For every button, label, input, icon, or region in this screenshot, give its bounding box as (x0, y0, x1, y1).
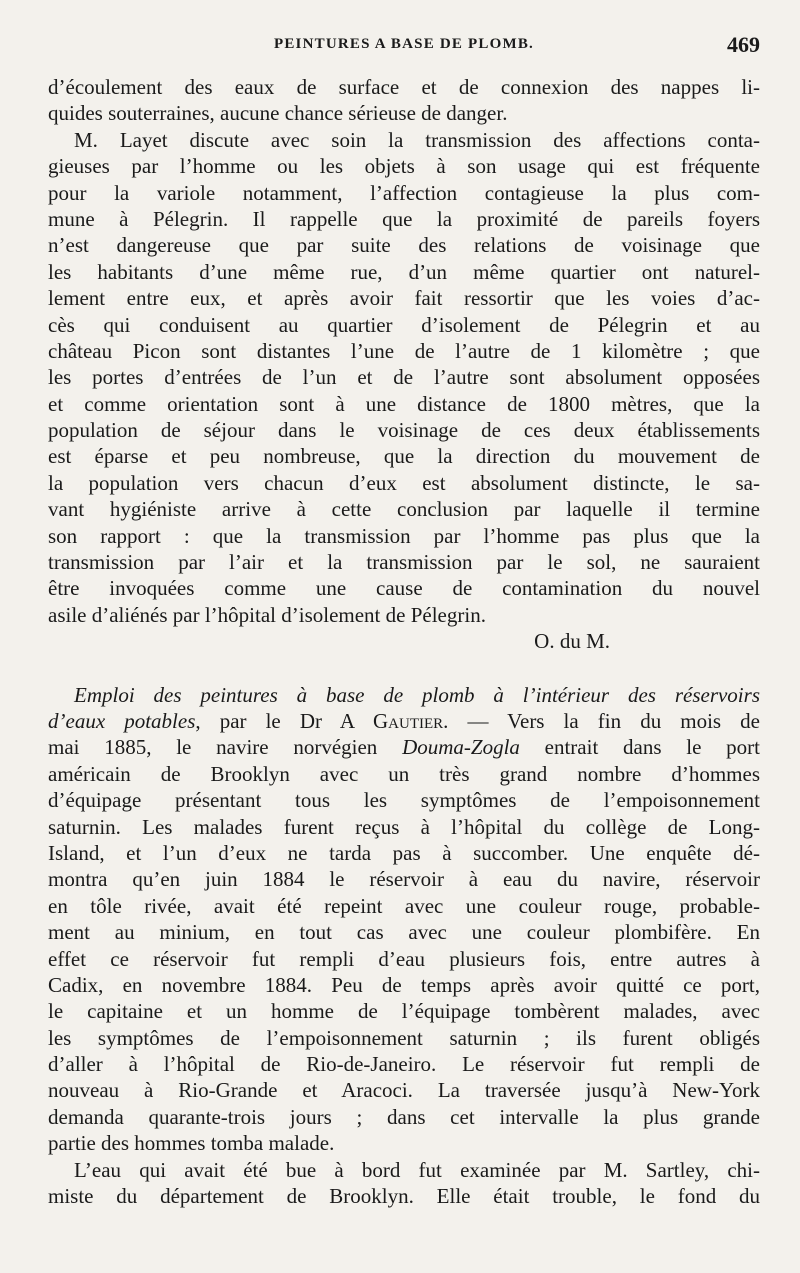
text-line: demanda quarante-trois jours ; dans cet intervalle la plus grande (48, 1104, 760, 1129)
text-line (48, 734, 760, 760)
text-run: mai 1885, le navire norvégien (48, 735, 403, 760)
paragraph-3 (48, 682, 760, 1157)
text-line: les habitants d’une même rue, d’un même quartier ont naturel- (48, 259, 760, 284)
text-line: effet ce réservoir fut rempli d’eau plusieurs fois, entre autres à (48, 946, 760, 971)
text-line: être invoquées comme une cause de contamination du nouvel (48, 576, 760, 601)
text-line: Island, et l’un d’eux ne tarda pas à succomber. Une enquête dé- (48, 840, 760, 865)
text-line: miste du département de Brooklyn. Elle était trouble, le fond du (48, 1184, 760, 1209)
text-line: lement entre eux, et après avoir fait ressortir que les voies d’ac- (48, 286, 760, 311)
article-title-line: Emploi des peintures à base de plomb à l’intérieur des réservoirs (74, 682, 760, 707)
text-line: est éparse et peu nombreuse, que la direction du mouvement de (48, 444, 760, 469)
text-line: d’aller à l’hôpital de Rio-de-Janeiro. Le réservoir fut rempli de (48, 1052, 760, 1077)
text-line: cès qui conduisent au quartier d’isolement de Pélegrin et au (48, 312, 760, 337)
paragraph-4 (48, 1157, 760, 1210)
text-line: vant hygiéniste arrive à cette conclusion par laquelle il termine (48, 497, 760, 522)
signature: O. du M. (534, 629, 610, 654)
text-line: montra qu’en juin 1884 le réservoir à eau du navire, réservoir (48, 867, 760, 892)
text-line: pour la variole notamment, l’affection contagieuse la plus com- (48, 180, 760, 205)
section-gap (48, 655, 760, 682)
text-line: en tôle rivée, avait été repeint avec une couleur rouge, probable- (48, 893, 760, 918)
text-line: son rapport : que la transmission par l’homme pas plus que la (48, 523, 760, 548)
paragraph-1 (48, 74, 760, 127)
page-number: 469 (727, 32, 760, 57)
body-text (48, 74, 760, 1209)
article-title-end: d’eaux potables (48, 708, 196, 733)
text-run: entrait dans le port (519, 735, 760, 760)
running-title: PEINTURES A BASE DE PLOMB. (273, 36, 534, 52)
text-line: Cadix, en novembre 1884. Peu de temps après avoir quitté ce port, (48, 972, 760, 997)
text-line: château Picon sont distantes l’une de l’autre de 1 kilomètre ; que (48, 338, 760, 363)
text-line: saturnin. Les malades furent reçus à l’hôpital du collège de Long- (48, 814, 760, 839)
text-line: les symptômes de l’empoisonnement saturnin ; ils furent obligés (48, 1025, 760, 1050)
text-line: le capitaine et un homme de l’équipage tombèrent malades, avec (48, 999, 760, 1024)
text-line: nouveau à Rio-Grande et Aracoci. La traversée jusqu’à New-York (48, 1078, 760, 1103)
text-run: . — Vers la fin du mois de (443, 708, 761, 733)
text-line: population de séjour dans le voisinage de ces deux établissements (48, 418, 760, 443)
text-line: transmission par l’air et la transmission par le sol, ne sauraient (48, 550, 760, 575)
text-line: asile d’aliénés par l’hôpital d’isolement de Pélegrin. (48, 602, 486, 627)
text-line: la population vers chacun d’eux est absolument distincte, le sa- (48, 470, 760, 495)
text-line: les portes d’entrées de l’un et de l’autre sont absolument opposées (48, 365, 760, 390)
text-line: américain de Brooklyn avec un très grand nombre d’hommes (48, 761, 760, 786)
text-line: d’équipage présentant tous les symptômes de l’empoisonnement (48, 788, 760, 813)
text-line: n’est dangereuse que par suite des relations de voisinage que (48, 233, 760, 258)
text-line: partie des hommes tomba malade. (48, 1131, 335, 1156)
text-line: quides souterraines, aucune chance sérieuse de danger. (48, 101, 508, 126)
byline-prefix: , par le Dr A (195, 708, 373, 733)
paragraph-2 (48, 127, 760, 628)
text-line: et comme orientation sont à une distance de 1800 mètres, que la (48, 391, 760, 416)
text-line: L’eau qui avait été bue à bord fut examinée par M. Sartley, chi- (74, 1157, 760, 1182)
ship-name: Douma-Zogla (402, 735, 520, 760)
page-header (48, 34, 760, 60)
text-line: gieuses par l’homme ou les objets à son usage qui est fréquente (48, 154, 760, 179)
author-name: Gautier (372, 708, 444, 733)
text-line: mune à Pélegrin. Il rappelle que la proximité de pareils foyers (48, 206, 760, 231)
text-line: M. Layet discute avec soin la transmission des affections conta- (74, 127, 760, 152)
text-line: ment au minium, en tout cas avec une couleur plombifère. En (48, 920, 760, 945)
text-line (48, 708, 760, 734)
text-line: d’écoulement des eaux de surface et de connexion des nappes li- (48, 75, 760, 99)
